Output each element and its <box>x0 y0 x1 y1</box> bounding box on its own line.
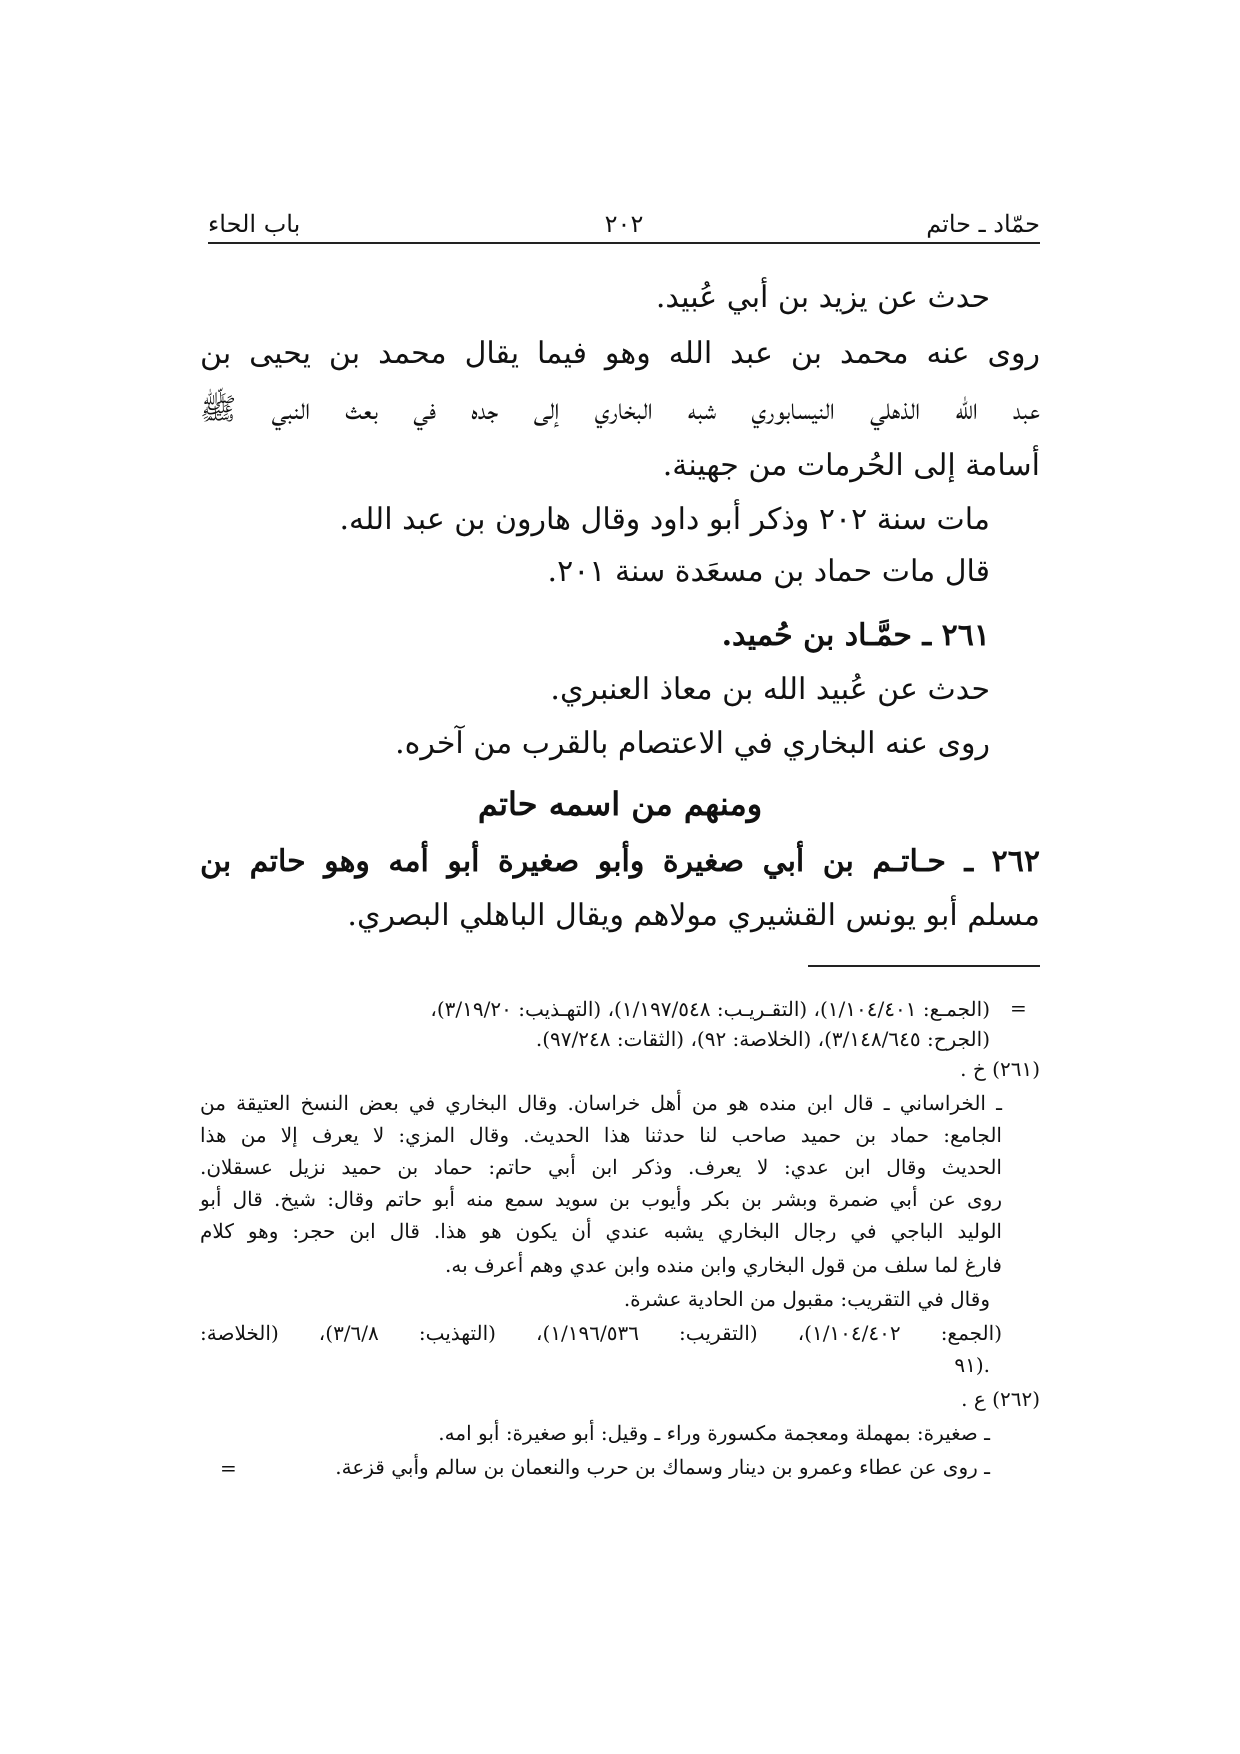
footnote-line: وقال في التقريب: مقبول من الحادية عشرة. <box>623 1287 990 1311</box>
main-text-line: روى عنه محمد بن عبد الله وهو فيما يقال محمد بن يحيى بن <box>200 336 1040 371</box>
footnote-line: (الجمـع: ١/١٠٤/٤٠١)، (التقـريـب: ١/١٩٧/٥٤٨)، (التهـذيب: ٣/١٩/٢٠)، <box>430 997 990 1021</box>
main-text-line: عبد الله الذهلي النيسابوري شبه البخاري إلى جده في بعث النبي ﷺ <box>200 392 1040 427</box>
footnote-line: ـ روى عن عطاء وعمرو بن دينار وسماك بن حرب والنعمان بن سالم وأبي قزعة. <box>335 1455 990 1479</box>
footnote-line: ـ صغيرة: بمهملة ومعجمة مكسورة وراء ـ وقيل: أبو صغيرة: أبو امه. <box>438 1421 990 1445</box>
entry-heading-262: ٢٦٢ ـ حـاتـم بن أبي صغيرة وأبو صغيرة أبو أمه وهو حاتم بن <box>200 844 1040 879</box>
footnote-line: الجامع: حماد بن حميد صاحب لنا حدثنا هذا الحديث. وقال المزي: لا يعرف إلا من هذا <box>200 1123 1002 1147</box>
main-text-line: قال مات حماد بن مسعَدة سنة ٢٠١. <box>547 554 990 589</box>
main-text-line: حدث عن يزيد بن أبي عُبيد. <box>655 280 990 315</box>
header-section-title: باب الحاء <box>208 210 301 238</box>
header-chapter-range: حمّاد ـ حاتم <box>926 210 1040 238</box>
footnote-line: الحديث وقال ابن عدي: لا يعرف. وذكر ابن أبي حاتم: حماد بن حميد نزيل عسقلان. <box>200 1155 1002 1179</box>
main-text-line: مسلم أبو يونس القشيري مولاهم ويقال الباهلي البصري. <box>347 898 1040 933</box>
section-heading: ومنهم من اسمه حاتم <box>477 785 763 823</box>
continuation-mark-top: = <box>1010 996 1027 1020</box>
main-text-line: أسامة إلى الحُرمات من جهينة. <box>662 448 1040 483</box>
footnote-line: الوليد الباجي في رجال البخاري يشبه عندي أن يكون هو هذا. قال ابن حجر: وهو كلام <box>200 1219 1002 1243</box>
footnote-line: (الجرح: ٣/١٤٨/٦٤٥)، (الخلاصة: ٩٢)، (الثقات: ٩٧/٢٤٨). <box>535 1027 990 1051</box>
running-header <box>208 208 1040 244</box>
main-text-line: روى عنه البخاري في الاعتصام بالقرب من آخره. <box>395 726 990 761</box>
footnote-separator <box>808 965 1040 967</box>
entry-heading-261: ٢٦١ ـ حمَّـاد بن حُميد. <box>721 618 990 653</box>
footnote-line: ـ الخراساني ـ قال ابن منده هو من أهل خراسان. وقال البخاري في بعض النسخ العتيقة من <box>200 1091 1002 1115</box>
main-text-line: حدث عن عُبيد الله بن معاذ العنبري. <box>550 672 990 707</box>
page-number: ٢٠٢ <box>604 210 644 238</box>
footnote-number-261: (٢٦١) خ . <box>960 1057 1040 1081</box>
footnote-line: روى عن أبي ضمرة وبشر بن بكر وأيوب بن سويد سمع منه أبو حاتم وقال: شيخ. قال أبو <box>200 1187 1002 1211</box>
continuation-mark-bottom: = <box>220 1456 237 1480</box>
footnote-number-262: (٢٦٢) ع . <box>961 1387 1040 1411</box>
footnote-line: (الجمع: ١/١٠٤/٤٠٢)، (التقريب: ١/١٩٦/٥٣٦)، (التهذيب: ٣/٦/٨)، (الخلاصة: <box>200 1321 1002 1345</box>
footnote-line: ٩١). <box>954 1353 990 1377</box>
footnote-line: فارغ لما سلف من قول البخاري وابن منده وابن عدي وهم أعرف به. <box>445 1253 1002 1277</box>
main-text-line: مات سنة ٢٠٢ وذكر أبو داود وقال هارون بن عبد الله. <box>339 502 990 537</box>
